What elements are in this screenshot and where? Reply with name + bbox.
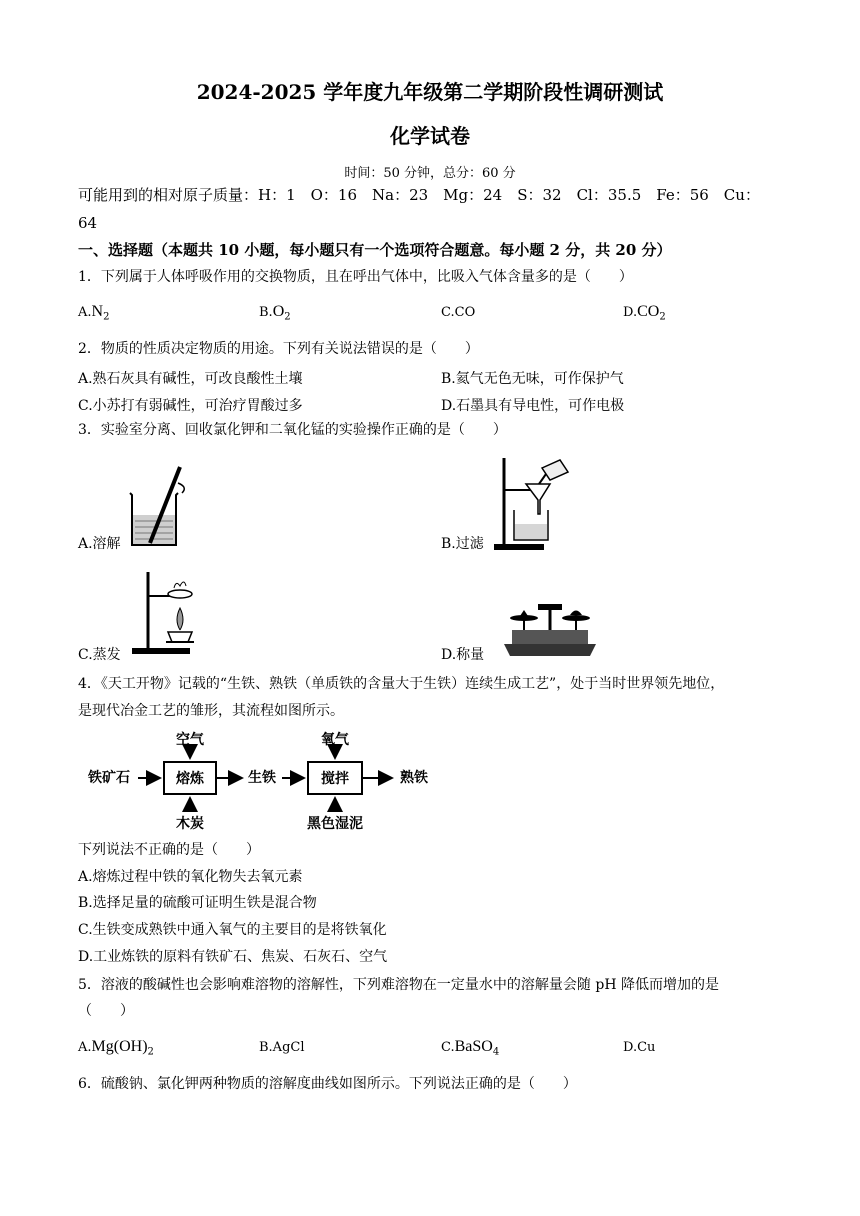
exam-subject: 化学试卷	[390, 124, 470, 148]
q1-option-b: $B.O_2$	[259, 303, 291, 323]
q3-option-a: A.溶解	[78, 536, 121, 552]
q1-stem: 1．下列属于人体呼吸作用的交换物质，且在呼出气体中，比吸入气体含量多的是（ ）	[78, 269, 633, 285]
flow-box1-label: 熔炼	[176, 771, 204, 787]
q2-option-b: B.氦气无色无味，可作保护气	[441, 371, 624, 387]
evaporation-apparatus-figure	[130, 568, 210, 656]
iron-making-flow-diagram	[86, 728, 446, 832]
filtration-apparatus-figure	[492, 454, 576, 552]
flow-top2-label: 氧气	[321, 732, 349, 748]
q5-option-d: D.Cu	[623, 1040, 656, 1055]
q4-option-d: D.工业炼铁的原料有铁矿石、焦炭、石灰石、空气	[78, 949, 388, 965]
flow-middle-label: 生铁	[248, 770, 276, 786]
q4-option-b: B.选择足量的硫酸可证明生铁是混合物	[78, 895, 317, 911]
q3-option-d: D.称量	[441, 647, 485, 663]
balance-scale-figure	[500, 596, 600, 658]
flow-bottom1-label: 木炭	[176, 816, 204, 832]
q5-option-b: B.AgCl	[259, 1040, 305, 1055]
q5-option-a: $A.Mg(OH)_2$	[78, 1038, 154, 1058]
q1-option-a: $A.N_2$	[78, 303, 110, 323]
flow-box2-label: 搅拌	[321, 771, 349, 787]
q5-stem-line2: （ ）	[78, 1003, 134, 1019]
time-info: 时间：50 分钟，总分：60 分	[344, 166, 516, 181]
dissolving-beaker-figure	[126, 463, 194, 549]
q5-stem-line1: 5．溶液的酸碱性也会影响难溶物的溶解性，下列难溶物在一定量水中的溶解量会随 pH 降低而增加的是	[78, 977, 719, 993]
q4-stem-line1: 4．《天工开物》记载的“生铁、熟铁（单质铁的含量大于生铁）连续生成工艺”，处于当时世界领先地位，	[78, 676, 725, 692]
exam-title: 2024-2025 学年度九年级第二学期阶段性调研测试	[196, 80, 664, 104]
q4-stem-line2: 是现代冶金工艺的雏形，其流程如图所示。	[78, 703, 344, 719]
q3-stem: 3．实验室分离、回收氯化钾和二氧化锰的实验操作正确的是（ ）	[78, 422, 507, 438]
q1-option-c: C.CO	[441, 305, 476, 320]
q4-stem-line3: 下列说法不正确的是（ ）	[78, 842, 260, 858]
q6-stem: 6．硫酸钠、氯化钾两种物质的溶解度曲线如图所示。下列说法正确的是（ ）	[78, 1076, 577, 1092]
flow-bottom2-label: 黑色湿泥	[307, 816, 363, 832]
atomic-mass-line2: 64	[78, 214, 98, 232]
flow-output-label: 熟铁	[400, 770, 428, 786]
section1-heading: 一、选择题（本题共 10 小题，每小题只有一个选项符合题意。每小题 2 分，共 20 分）	[78, 241, 672, 259]
flow-input-label: 铁矿石	[88, 770, 130, 786]
q3-option-c: C.蒸发	[78, 647, 121, 663]
q1-option-d: $D.CO_2$	[623, 303, 666, 323]
q2-option-a: A.熟石灰具有碱性，可改良酸性土壤	[78, 371, 303, 387]
q5-option-c: C.BaSO$_4$	[441, 1038, 500, 1058]
flow-top1-label: 空气	[176, 732, 204, 748]
q4-option-c: C.生铁变成熟铁中通入氧气的主要目的是将铁氧化	[78, 922, 387, 938]
q4-option-a: A.熔炼过程中铁的氧化物失去氧元素	[78, 869, 303, 885]
atomic-mass-line1: 可能用到的相对原子质量：H：1 O：16 Na：23 Mg：24 S：32 Cl：35.5 Fe：56 Cu：	[78, 186, 760, 204]
q2-option-d: D.石墨具有导电性，可作电极	[441, 398, 625, 414]
q2-option-c: C.小苏打有弱碱性，可治疗胃酸过多	[78, 398, 303, 414]
q3-option-b: B.过滤	[441, 536, 484, 552]
q2-stem: 2．物质的性质决定物质的用途。下列有关说法错误的是（ ）	[78, 341, 479, 357]
